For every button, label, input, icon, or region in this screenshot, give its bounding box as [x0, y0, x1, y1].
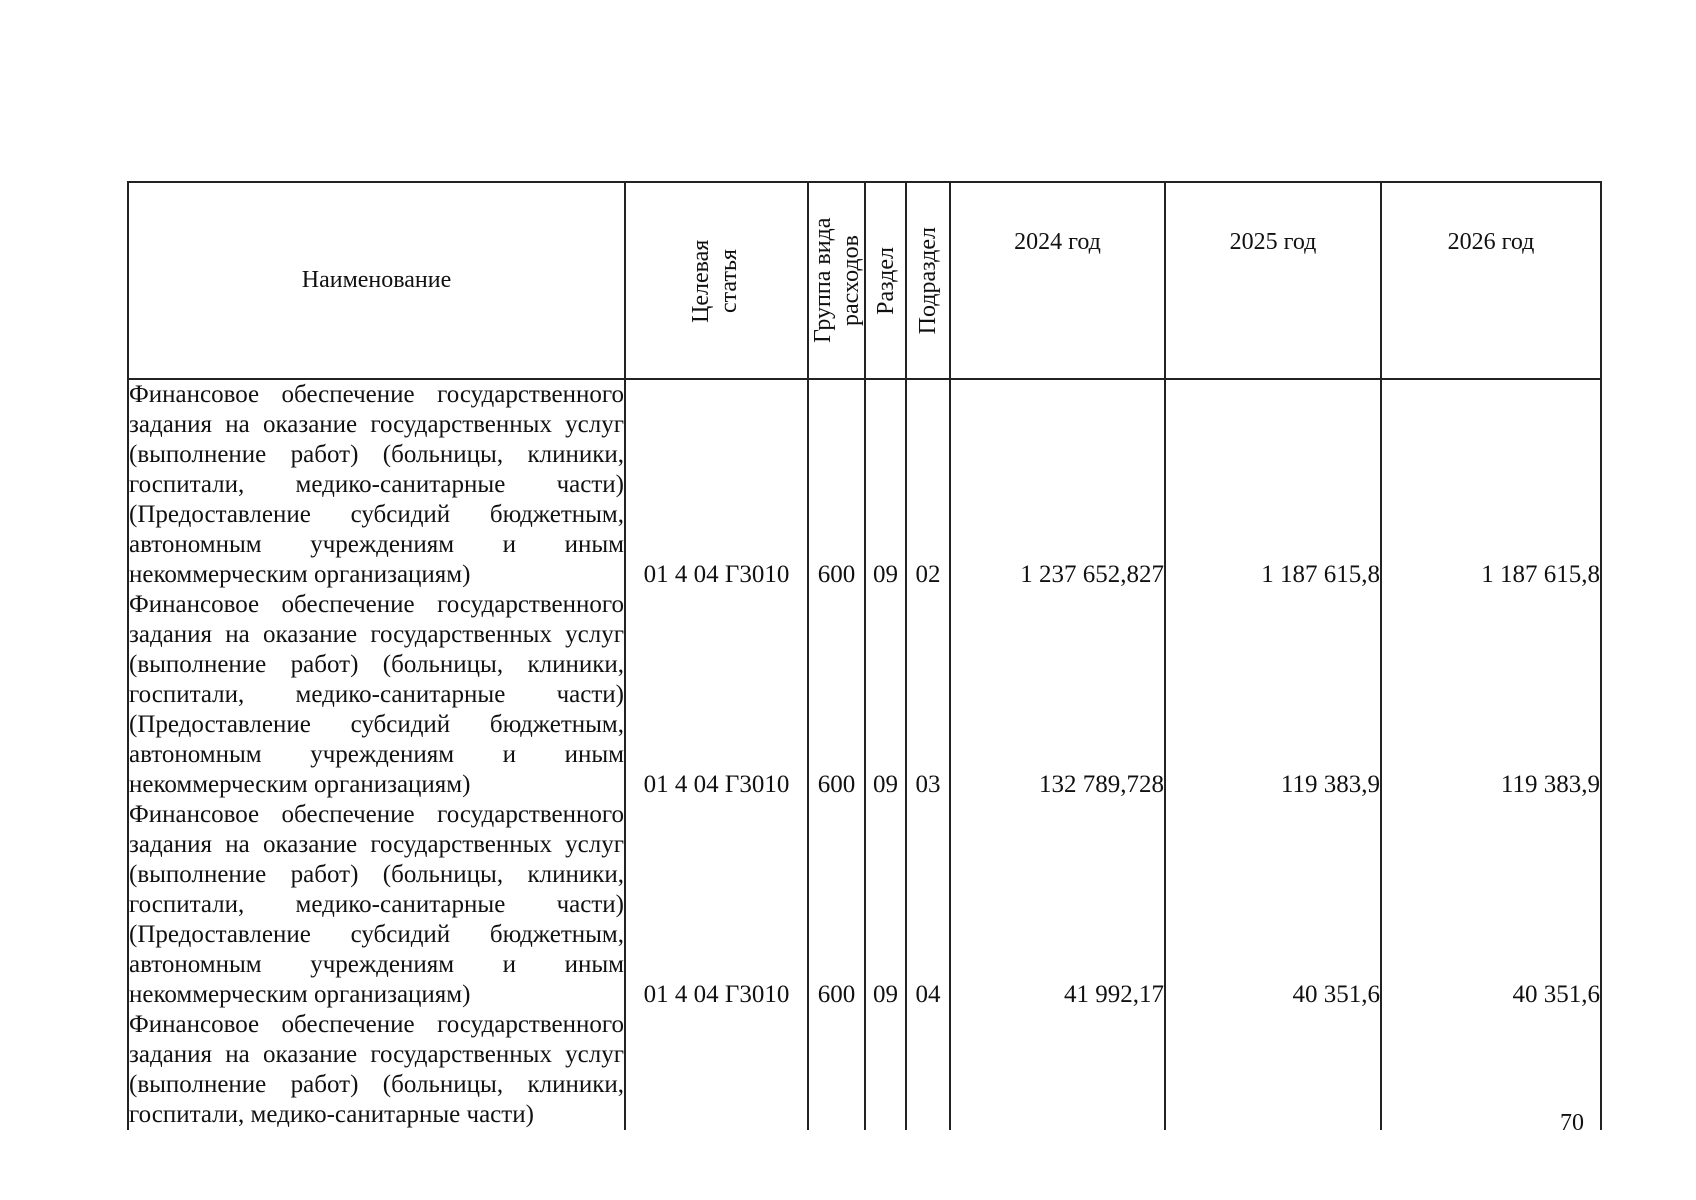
row-amount-2025: 40 351,6	[1165, 800, 1381, 1010]
row-amount-2026: 119 383,9	[1381, 590, 1601, 800]
row-amount-2024: 1 237 652,827	[950, 379, 1165, 590]
table-row	[128, 1010, 1601, 1130]
header-target-article	[625, 182, 808, 379]
header-expense-group	[808, 182, 865, 379]
header-name: Наименование	[128, 182, 625, 379]
row-section: 09	[865, 590, 906, 800]
row-section: 09	[865, 379, 906, 590]
header-target-article-label: Целевая статья	[687, 238, 742, 323]
row-expense-group	[808, 1010, 865, 1130]
row-target-article: 01 4 04 Г3010	[625, 800, 808, 1010]
row-target-article	[625, 1010, 808, 1130]
row-amount-2026: 1 187 615,8	[1381, 379, 1601, 590]
row-amount-2024	[950, 1010, 1165, 1130]
row-subsection	[906, 1010, 950, 1130]
row-expense-group: 600	[808, 590, 865, 800]
row-name: Финансовое обеспечение государственного задания на оказание государственных услуг (выполнение работ) (больницы, клиники, госпитали, медико-санитарные части) (Предоставление субсидий бюджетным, автономным учреждениям и иным некоммерческим организациям)	[129, 381, 624, 588]
table-row	[128, 379, 1601, 590]
row-amount-2025: 1 187 615,8	[1165, 379, 1381, 590]
header-2024: 2024 год	[950, 182, 1165, 379]
row-target-article: 01 4 04 Г3010	[625, 590, 808, 800]
row-name: Финансовое обеспечение государственного задания на оказание государственных услуг (выполнение работ) (больницы, клиники, госпитали, медико-санитарные части) (Предоставление субсидий бюджетным, автономным учреждениям и иным некоммерческим организациям)	[129, 801, 624, 1008]
row-target-article: 01 4 04 Г3010	[625, 379, 808, 590]
row-expense-group: 600	[808, 800, 865, 1010]
table-row	[128, 590, 1601, 800]
header-section-label: Раздел	[872, 246, 899, 315]
row-subsection: 03	[906, 590, 950, 800]
row-amount-2026: 40 351,6	[1381, 800, 1601, 1010]
budget-table	[127, 181, 1602, 1130]
header-subsection	[906, 182, 950, 379]
row-name: Финансовое обеспечение государственного задания на оказание государственных услуг (выполнение работ) (больницы, клиники, госпитали, медико-санитарные части)	[129, 1011, 624, 1128]
header-2025: 2025 год	[1165, 182, 1381, 379]
table-row	[128, 800, 1601, 1010]
row-amount-2025: 119 383,9	[1165, 590, 1381, 800]
row-subsection: 04	[906, 800, 950, 1010]
header-section	[865, 182, 906, 379]
header-subsection-label: Подраздел	[915, 226, 941, 335]
row-section: 09	[865, 800, 906, 1010]
row-section	[865, 1010, 906, 1130]
header-2026: 2026 год	[1381, 182, 1601, 379]
row-amount-2024: 41 992,17	[950, 800, 1165, 1010]
row-expense-group: 600	[808, 379, 865, 590]
page-number: 70	[1560, 1110, 1584, 1136]
header-expense-group-label: Группа вида расходов	[809, 217, 864, 344]
table-header-row	[128, 182, 1601, 379]
row-name: Финансовое обеспечение государственного задания на оказание государственных услуг (выполнение работ) (больницы, клиники, госпитали, медико-санитарные части) (Предоставление субсидий бюджетным, автономным учреждениям и иным некоммерческим организациям)	[129, 591, 624, 798]
row-subsection: 02	[906, 379, 950, 590]
row-amount-2024: 132 789,728	[950, 590, 1165, 800]
row-amount-2025	[1165, 1010, 1381, 1130]
